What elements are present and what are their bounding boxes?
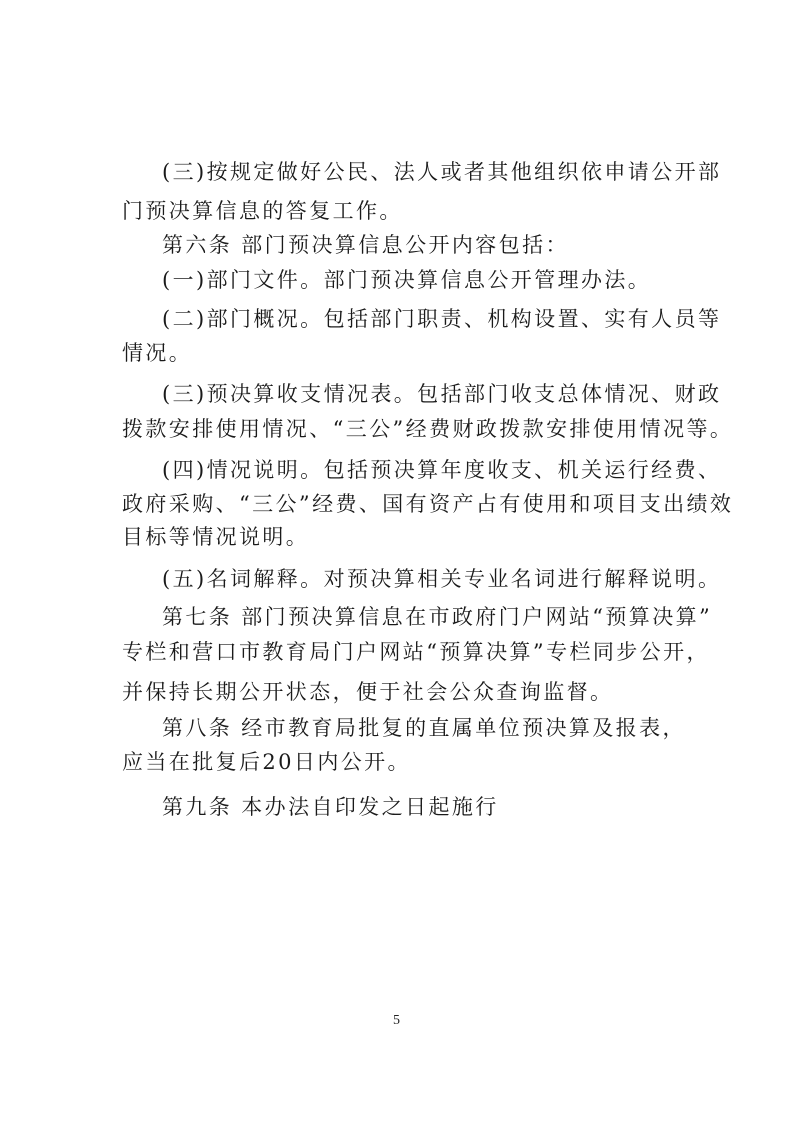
text-line: (一)部门文件。部门预决算信息公开管理办法。 [162,268,652,292]
text-line: 门预决算信息的答复工作。 [122,199,403,223]
text-line: 并保持长期公开状态，便于社会公众查询监督。 [122,680,614,704]
text-line: 目标等情况说明。 [122,525,310,549]
text-line: 第九条 本办法自印发之日起施行 [162,795,499,819]
text-line: 第六条 部门预决算信息公开内容包括： [162,233,569,257]
page-number: 5 [393,1013,400,1028]
text-line: 第七条 部门预决算信息在市政府门户网站“预算决算” [162,605,713,629]
text-line: 情况。 [122,341,193,365]
text-line: (二)部门概况。包括部门职责、机构设置、实有人员等 [162,307,722,331]
text-line: (五)名词解释。对预决算相关专业名词进行解释说明。 [162,567,722,591]
text-line: (三)按规定做好公民、法人或者其他组织依申请公开部 [162,160,722,184]
text-line: 专栏和营口市教育局门户网站“预算决算”专栏同步公开， [122,640,710,664]
text-line: 应当在批复后20日内公开。 [122,750,411,774]
text-line: 第八条 经市教育局批复的直属单位预决算及报表， [162,716,686,740]
text-line: (四)情况说明。包括预决算年度收支、机关运行经费、 [162,458,722,482]
text-line: (三)预决算收支情况表。包括部门收支总体情况、财政 [162,382,722,406]
text-line: 政府采购、“三公”经费、国有资产占有使用和项目支出绩效 [122,492,734,516]
text-line: 拨款安排使用情况、“三公”经费财政拨款安排使用情况等。 [122,417,734,441]
